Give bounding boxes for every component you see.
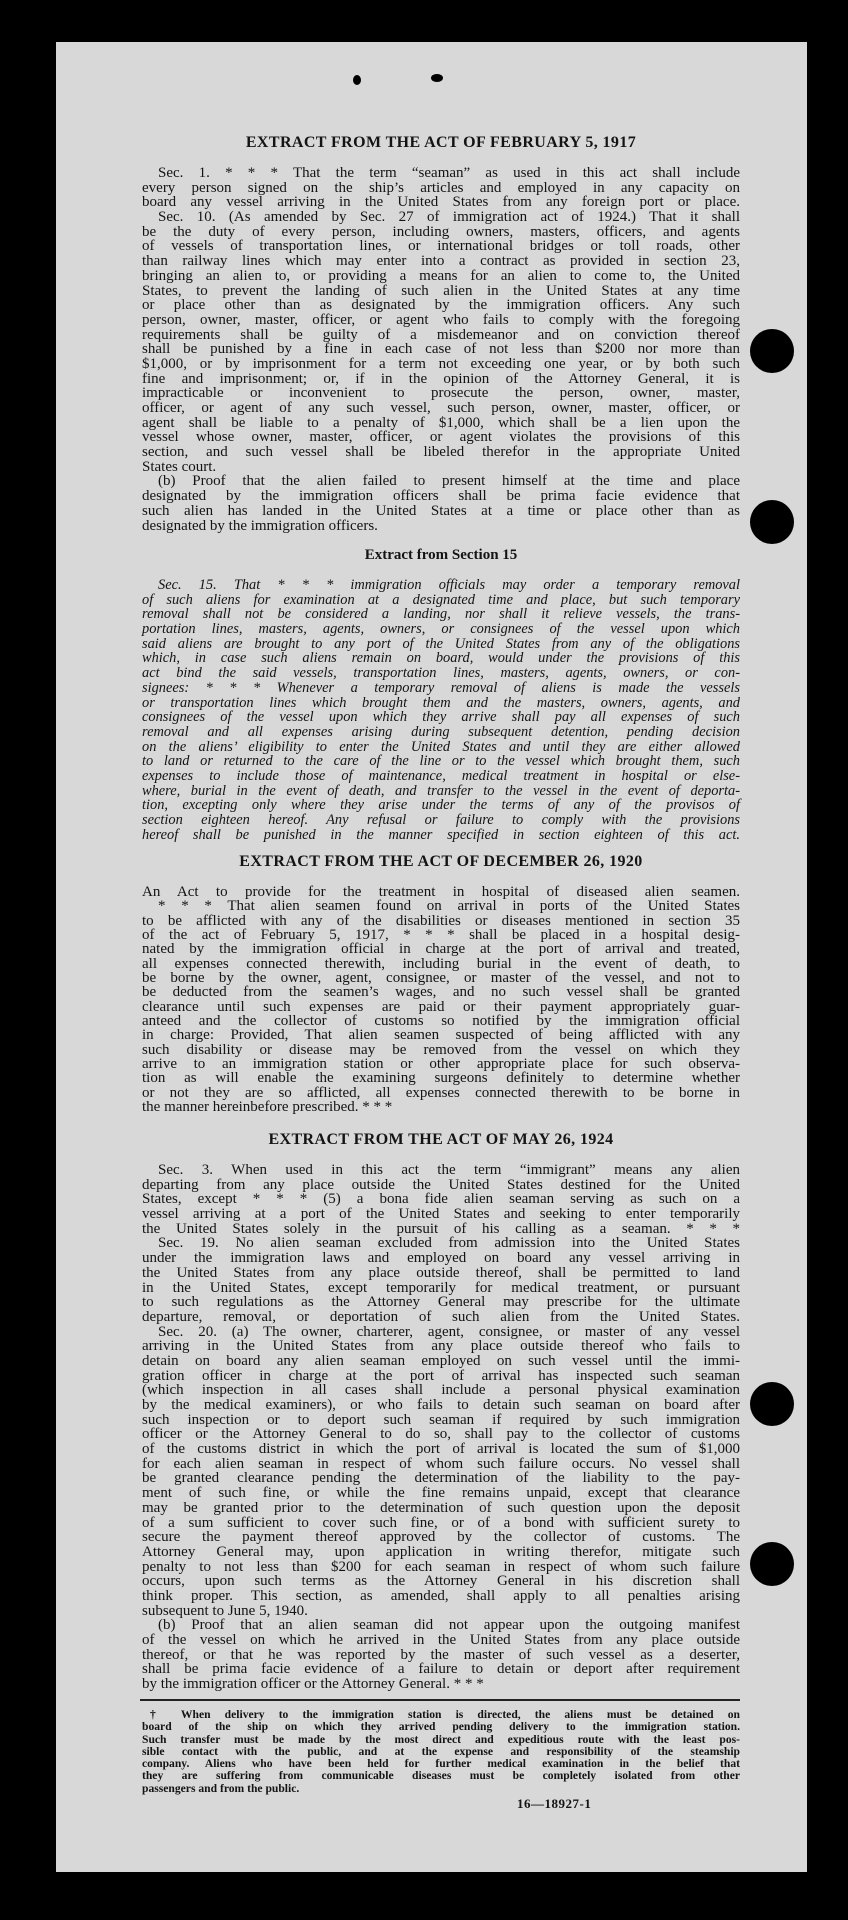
text-line: nated by the immigration official in charge at the port of arrival and treated, — [142, 941, 740, 958]
punch-hole — [750, 1382, 794, 1426]
footnote-line: board of the ship on which they arrived pending delivery to the immigration station. — [142, 1720, 740, 1734]
text-line: the United States from any place outside thereof, shall be permitted to land — [142, 1264, 740, 1281]
text-line: tion, excepting only where they arise under the terms of any of the provisos of — [142, 797, 740, 814]
text-line: board any vessel arriving in the United States from any foreign port or place. — [142, 194, 740, 211]
text-line: where, burial in the event of death, and transfer to the vessel in the event of deporta- — [142, 782, 740, 799]
punch-hole — [750, 329, 794, 373]
text-line: think proper. This section, as amended, shall apply to all penalties arising — [142, 1587, 740, 1604]
text-line: (b) Proof that an alien seaman did not appear upon the outgoing manifest — [158, 1617, 740, 1634]
text-line: requirements shall be guilty of a misdemeanor and on conviction thereof — [142, 326, 740, 343]
text-line: such inspection or to deport such seaman if required by such immigration — [142, 1411, 740, 1428]
text-line: Sec. 19. No alien seaman excluded from admission into the United States — [158, 1235, 740, 1252]
text-line: signees: * * * Whenever a temporary removal of aliens is made the vessels — [142, 679, 740, 696]
text-line: subsequent to June 5, 1940. — [142, 1602, 308, 1619]
text-line: tion as will enable the examining surgeons definitely to determine whether — [142, 1070, 740, 1087]
text-line: of vessels of transportation lines, or international bridges or toll roads, other — [142, 238, 740, 255]
text-line: all expenses connected therewith, including burial in the event of death, to — [142, 955, 740, 972]
form-number: 16—18927-1 — [517, 1796, 592, 1811]
text-line: An Act to provide for the treatment in hospital of diseased alien seamen. — [142, 884, 740, 900]
text-line: of the act of February 5, 1917, * * * shall be placed in a hospital desig- — [142, 927, 740, 944]
text-line: designated by the immigration officers. — [142, 517, 378, 534]
text-line: such alien has landed in the United States at a time or place other than as — [142, 502, 740, 519]
text-line: secure the payment thereof approved by the collector of customs. The — [142, 1529, 740, 1546]
text-line: Sec. 15. That * * * immigration officials may order a temporary removal — [158, 577, 740, 593]
text-line: States court. — [142, 458, 217, 475]
footnote-line: Such transfer must be made by the most direct and expeditious route with the least pos- — [142, 1732, 740, 1746]
text-line: vessel whose owner, master, officer, or agent violates the provisions of this — [142, 429, 740, 446]
heading-act-may-1924: EXTRACT FROM THE ACT OF MAY 26, 1924 — [268, 1131, 614, 1148]
text-line: be the duty of every person, including owners, masters, officers, and agents — [142, 223, 740, 240]
text-line: to land or returned to the care of the line or to the vessel which brought them, such — [142, 753, 740, 770]
text-line: such disability or disease may be removed from the vessel on which they — [142, 1041, 740, 1058]
text-line: Attorney General may, upon application in writing therefor, mitigate such — [142, 1543, 740, 1560]
text-line: in the United States, except temporarily for medical treatment, or pursuant — [142, 1279, 740, 1296]
punch-hole — [750, 1542, 794, 1586]
text-line: the United States solely in the pursuit of his calling as a seaman. * * * — [142, 1220, 740, 1237]
text-line: gration officer in charge at the port of arrival has inspected such seaman — [142, 1367, 740, 1384]
text-line: of such aliens for examination at a designated time and place, but such temporary — [142, 591, 740, 608]
text-line: in charge: Provided, That alien seamen suspected of being afflicted with any — [142, 1027, 740, 1044]
text-line: of the vessel on which he arrived in the United States from any place outside — [142, 1632, 740, 1648]
text-line: $1,000, or by imprisonment for a term not exceeding one year, or by both such — [142, 355, 740, 372]
footnote-line: † When delivery to the immigration station is directed, the aliens must be detained on — [150, 1708, 740, 1721]
footnote-line: sible contact with the public, and at the expense and responsibility of the steamship — [142, 1744, 740, 1758]
text-line: fine and imprisonment; or, if in the opinion of the Attorney General, it is — [142, 370, 740, 387]
text-line: arrive to an immigration station or other appropriate place for such observa- — [142, 1056, 740, 1073]
heading-act-dec-1920: EXTRACT FROM THE ACT OF DECEMBER 26, 1920 — [239, 853, 643, 870]
text-line: by the immigration officer or the Attorney General. * * * — [142, 1676, 484, 1693]
text-line: be granted clearance pending the determination of the liability to the pay- — [142, 1470, 740, 1487]
text-line: Sec. 3. When used in this act the term “immigrant” means any alien — [158, 1162, 740, 1178]
footnote-divider — [140, 1699, 740, 1701]
text-line: occurs, upon such terms as the Attorney General in his discretion shall — [142, 1573, 740, 1590]
text-line: Sec. 20. (a) The owner, charterer, agent, consignee, or master of any vessel — [158, 1323, 740, 1340]
text-line: vessel arriving at a port of the United States and seeking to enter temporarily — [142, 1206, 740, 1223]
text-line: hereof shall be punished in the manner specified in section eighteen of this act. — [142, 826, 740, 843]
text-line: which, in case such aliens remain on board, would under the provisions of this — [142, 650, 740, 667]
text-line: arriving in the United States from any place outside thereof who fails to — [142, 1338, 740, 1355]
section-15-extract — [142, 578, 740, 842]
text-line: (b) Proof that the alien failed to present himself at the time and place — [158, 473, 740, 490]
text-line: shall be prima facie evidence of a failure to detain or deport after requirement — [142, 1661, 740, 1678]
punch-hole — [750, 500, 794, 544]
text-line: by the medical examiners), or who fails to detain such seaman on board after — [142, 1397, 740, 1413]
text-line: expenses to include those of maintenance, medical treatment in hospital or else- — [142, 767, 740, 784]
text-line: of the customs district in which the port of arrival is located the sum of $1,000 — [142, 1441, 740, 1458]
text-line: under the immigration laws and employed on board any vessel arriving in — [142, 1250, 740, 1267]
text-line: said aliens are brought to any port of the United States from any of the obligations — [142, 635, 740, 652]
text-line: or place other than as designated by the immigration officers. Any such — [142, 297, 740, 314]
footnote — [142, 1709, 740, 1795]
text-line: impracticable or inconvenient to prosecute the person, owner, master, — [142, 385, 740, 402]
section-act-dec-1920 — [142, 885, 740, 1115]
text-line: on the aliens’ eligibility to enter the United States and until they are either allowed — [142, 738, 740, 755]
text-line: States, to prevent the landing of such alien in the United States at any time — [142, 282, 740, 299]
text-line: Sec. 10. (As amended by Sec. 27 of immigration act of 1924.) That it shall — [158, 209, 740, 226]
section-act-may-1924 — [142, 1163, 740, 1692]
text-line: section eighteen hereof. Any refusal or failure to comply with the provisions — [142, 812, 740, 828]
text-line: be borne by the owner, agent, consignee, or master of the vessel, and not to — [142, 970, 740, 987]
text-line: officer or the Attorney General to do so, shall pay to the collector of customs — [142, 1426, 740, 1443]
text-line: detain on board any alien seaman employed on such vessel until the immi- — [142, 1352, 740, 1369]
footnote-line: passengers and from the public. — [142, 1781, 300, 1795]
text-line: be deducted from the seamen’s wages, and no such vessel shall be granted — [142, 984, 740, 1001]
text-line: States, except * * * (5) a bona fide alien seaman serving as such on a — [142, 1191, 740, 1208]
text-line: removal shall not be considered a landing, nor shall it relieve vessels, the trans- — [142, 606, 740, 623]
text-line: person, owner, master, officer, or agent who fails to comply with the foregoing — [142, 311, 740, 328]
text-line: designated by the immigration officers shall be prima facie evidence that — [142, 488, 740, 505]
punch-mark — [353, 75, 361, 85]
text-line: * * * That alien seamen found on arrival in ports of the United States — [158, 898, 740, 915]
text-line: thereof, or that he was reported by the master of such vessel as a deserter, — [142, 1646, 740, 1663]
text-line: than railway lines which may enter into a contract as provided in section 23, — [142, 253, 740, 270]
text-line: consignees of the vessel upon which they arrive shall pay all expenses of such — [142, 709, 740, 726]
text-line: ment of such fine, or while the fine remains unpaid, except that clearance — [142, 1485, 740, 1502]
text-line: of a sum sufficient to cover such fine, or of a bond with sufficient surety to — [142, 1514, 740, 1531]
text-line: (which inspection in all cases shall include a personal physical examination — [142, 1382, 740, 1399]
text-line: penalty to not less than $200 for each seaman in respect of whom such failure — [142, 1558, 740, 1575]
text-line: removal and all expenses arising during subsequent detention, pending decision — [142, 723, 740, 740]
text-line: agent shall be liable to a penalty of $1,000, which shall be a lien upon the — [142, 414, 740, 431]
text-line: act bind the said vessels, transportation lines, masters, agents, owners, or con- — [142, 665, 740, 682]
text-line: every person signed on the ship’s articles and employed in any capacity on — [142, 179, 740, 196]
text-line: the manner hereinbefore prescribed. * * * — [142, 1099, 393, 1116]
text-line: Sec. 1. * * * That the term “seaman” as used in this act shall include — [158, 165, 740, 181]
text-line: may be granted prior to the determination of such question upon the deposit — [142, 1499, 740, 1516]
text-line: to be afflicted with any of the disabilities or diseases mentioned in section 35 — [142, 912, 740, 929]
text-line: for each alien seaman in respect of whom such failure occurs. No vessel shall — [142, 1455, 740, 1472]
text-line: departing from any place outside the United States destined for the United — [142, 1176, 740, 1193]
footnote-line: company. Aliens who have been held for further medical examination in the belief that — [142, 1757, 740, 1771]
footnote-line: they are suffering from communicable diseases must be completely isolated from other — [142, 1769, 740, 1783]
heading-section-15: Extract from Section 15 — [364, 547, 518, 563]
text-line: shall be punished by a fine in each case of not less than $200 nor more than — [142, 341, 740, 358]
text-line: portation lines, masters, agents, owners, or consignees of the vessel upon which — [142, 621, 740, 638]
text-line: bringing an alien to, or providing a means for an alien to come to, the United — [142, 267, 740, 284]
text-line: clearance until such expenses are paid or their payment appropriately guar- — [142, 998, 740, 1015]
text-line: or transportation lines which brought them and the masters, owners, agents, and — [142, 694, 740, 711]
text-line: section, and such vessel shall be libeled therefor in the appropriate United — [142, 444, 740, 461]
punch-mark — [431, 74, 443, 82]
section-act-feb-1917 — [142, 166, 740, 533]
text-line: officer, or agent of any such vessel, such person, owner, master, officer, or — [142, 400, 740, 416]
heading-act-feb-1917: EXTRACT FROM THE ACT OF FEBRUARY 5, 1917 — [245, 134, 637, 151]
text-line: to such regulations as the Attorney General may prescribe for the ultimate — [142, 1294, 740, 1311]
text-line: departure, removal, or deportation of such alien from the United States. — [142, 1308, 740, 1325]
text-line: anteed and the collector of customs so notified by the immigration official — [142, 1013, 740, 1030]
text-line: or not they are so afflicted, all expenses connected therewith to be borne in — [142, 1084, 740, 1101]
